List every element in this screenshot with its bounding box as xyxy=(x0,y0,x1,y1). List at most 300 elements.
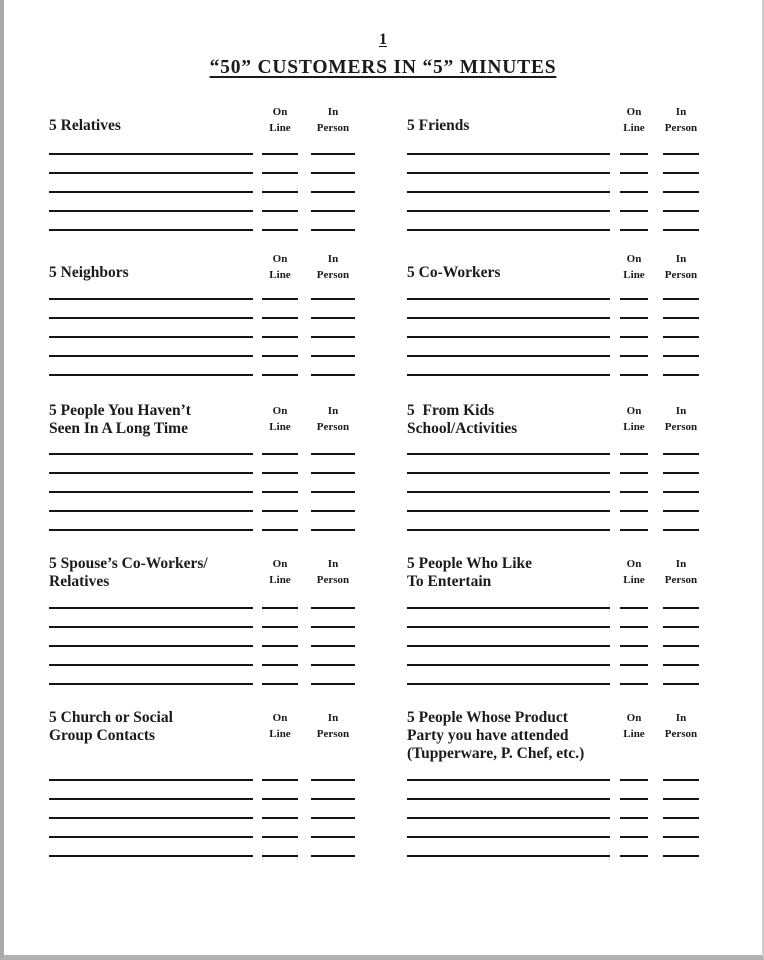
section-header xyxy=(407,103,704,136)
blank-entry-row xyxy=(407,819,704,838)
in-person-check-blank xyxy=(311,191,355,193)
in-person-column-header xyxy=(307,555,359,591)
in-person-check-blank xyxy=(311,355,355,357)
name-blank-line xyxy=(407,510,610,512)
in-person-check-blank xyxy=(663,317,699,319)
in-person-header-line1: In xyxy=(327,712,339,724)
in-person-check-blank xyxy=(663,855,699,857)
online-header-line1: On xyxy=(272,106,288,118)
in-person-header-line2: Person xyxy=(664,574,698,586)
section-header xyxy=(407,250,704,281)
online-check-blank xyxy=(620,374,648,376)
section-title-line: 5 Neighbors xyxy=(49,264,129,281)
name-blank-line xyxy=(407,798,610,800)
blank-entry-row xyxy=(407,493,704,512)
section-blank-lines xyxy=(407,281,704,376)
section-title xyxy=(407,555,610,591)
section-row-3 xyxy=(4,402,762,531)
in-person-check-blank xyxy=(311,453,355,455)
blank-entry-row xyxy=(49,338,359,357)
section-co-workers xyxy=(407,250,704,376)
blank-entry-row xyxy=(407,319,704,338)
name-blank-line xyxy=(49,817,253,819)
blank-entry-row xyxy=(407,666,704,685)
in-person-check-blank xyxy=(663,453,699,455)
in-person-header-line2: Person xyxy=(316,728,350,740)
in-person-check-blank xyxy=(311,683,355,685)
in-person-check-blank xyxy=(311,664,355,666)
name-blank-line xyxy=(49,664,253,666)
online-check-blank xyxy=(262,607,298,609)
section-blank-lines xyxy=(49,436,359,531)
online-check-blank xyxy=(262,529,298,531)
blank-entry-row xyxy=(407,590,704,609)
online-header-line1: On xyxy=(626,712,642,724)
in-person-header-line1: In xyxy=(327,558,339,570)
name-blank-line xyxy=(49,191,253,193)
online-check-blank xyxy=(620,645,648,647)
in-person-header-line1: In xyxy=(327,405,339,417)
blank-entry-row xyxy=(49,512,359,531)
section-title-line: 5 People Who Like xyxy=(407,555,533,572)
sections-container xyxy=(4,103,762,857)
online-check-blank xyxy=(262,453,298,455)
in-person-column-header xyxy=(307,250,359,283)
name-blank-line xyxy=(49,374,253,376)
online-check-blank xyxy=(262,798,298,800)
name-blank-line xyxy=(407,229,610,231)
in-person-check-blank xyxy=(663,798,699,800)
in-person-check-blank xyxy=(311,491,355,493)
blank-entry-row xyxy=(407,628,704,647)
online-header-line1: On xyxy=(272,405,288,417)
section-header xyxy=(407,555,704,590)
in-person-check-blank xyxy=(311,153,355,155)
online-check-blank xyxy=(262,664,298,666)
online-header-line2: Line xyxy=(269,421,291,433)
online-check-blank xyxy=(262,336,298,338)
name-blank-line xyxy=(49,836,253,838)
online-check-blank xyxy=(262,355,298,357)
online-check-blank xyxy=(620,817,648,819)
in-person-check-blank xyxy=(663,336,699,338)
section-relatives xyxy=(49,103,359,231)
in-person-header-line2: Person xyxy=(316,574,350,586)
in-person-check-blank xyxy=(311,645,355,647)
online-header-line2: Line xyxy=(623,574,645,586)
in-person-check-blank xyxy=(663,229,699,231)
online-header-line1: On xyxy=(272,558,288,570)
in-person-check-blank xyxy=(311,817,355,819)
in-person-header-line2: Person xyxy=(664,269,698,281)
online-check-blank xyxy=(620,626,648,628)
in-person-check-blank xyxy=(663,172,699,174)
blank-entry-row xyxy=(49,647,359,666)
blank-entry-row xyxy=(49,590,359,609)
online-column-header xyxy=(258,103,302,136)
in-person-header-line2: Person xyxy=(316,269,350,281)
blank-entry-row xyxy=(407,838,704,857)
in-person-check-blank xyxy=(663,779,699,781)
name-blank-line xyxy=(407,355,610,357)
name-blank-line xyxy=(49,355,253,357)
name-blank-line xyxy=(49,491,253,493)
online-check-blank xyxy=(620,355,648,357)
name-blank-line xyxy=(407,298,610,300)
in-person-header-line2: Person xyxy=(664,122,698,134)
online-check-blank xyxy=(262,374,298,376)
blank-entry-row xyxy=(407,762,704,781)
blank-entry-row xyxy=(407,155,704,174)
in-person-check-blank xyxy=(311,836,355,838)
blank-entry-row xyxy=(49,212,359,231)
name-blank-line xyxy=(49,607,253,609)
in-person-check-blank xyxy=(311,798,355,800)
page-number: 1 xyxy=(379,31,387,48)
section-product-party-attended xyxy=(407,709,704,857)
section-neighbors xyxy=(49,250,359,376)
name-blank-line xyxy=(407,336,610,338)
in-person-column-header xyxy=(658,103,704,136)
section-title-line: 5 From Kids xyxy=(407,402,495,419)
online-check-blank xyxy=(262,191,298,193)
online-check-blank xyxy=(262,817,298,819)
online-column-header xyxy=(615,709,653,763)
name-blank-line xyxy=(49,210,253,212)
online-check-blank xyxy=(262,510,298,512)
blank-entry-row xyxy=(407,647,704,666)
blank-entry-row xyxy=(49,455,359,474)
blank-entry-row xyxy=(407,212,704,231)
blank-entry-row xyxy=(407,300,704,319)
in-person-check-blank xyxy=(663,529,699,531)
online-check-blank xyxy=(262,172,298,174)
section-title-line: 5 Church or Social xyxy=(49,709,173,726)
online-check-blank xyxy=(262,683,298,685)
name-blank-line xyxy=(407,491,610,493)
section-blank-lines xyxy=(407,436,704,531)
blank-entry-row xyxy=(49,436,359,455)
online-check-blank xyxy=(262,472,298,474)
online-check-blank xyxy=(262,153,298,155)
name-blank-line xyxy=(407,779,610,781)
section-blank-lines xyxy=(407,762,704,857)
online-column-header xyxy=(615,103,653,136)
section-row-4 xyxy=(4,555,762,685)
name-blank-line xyxy=(49,298,253,300)
name-blank-line xyxy=(407,817,610,819)
online-check-blank xyxy=(620,172,648,174)
online-header-line2: Line xyxy=(623,728,645,740)
blank-entry-row xyxy=(49,609,359,628)
name-blank-line xyxy=(407,664,610,666)
name-blank-line xyxy=(407,374,610,376)
name-blank-line xyxy=(407,607,610,609)
blank-entry-row xyxy=(49,666,359,685)
online-check-blank xyxy=(620,153,648,155)
in-person-check-blank xyxy=(663,510,699,512)
online-check-blank xyxy=(620,317,648,319)
name-blank-line xyxy=(407,317,610,319)
section-title-line: 5 Spouse’s Co-Workers/ xyxy=(49,555,208,572)
in-person-check-blank xyxy=(311,336,355,338)
online-check-blank xyxy=(262,229,298,231)
in-person-check-blank xyxy=(663,472,699,474)
in-person-header-line1: In xyxy=(675,106,687,118)
name-blank-line xyxy=(407,683,610,685)
blank-entry-row xyxy=(49,319,359,338)
blank-entry-row xyxy=(49,357,359,376)
blank-entry-row xyxy=(49,800,359,819)
blank-entry-row xyxy=(407,609,704,628)
online-column-header xyxy=(258,402,302,438)
section-header xyxy=(49,250,359,281)
in-person-check-blank xyxy=(311,298,355,300)
blank-entry-row xyxy=(49,762,359,781)
in-person-check-blank xyxy=(311,626,355,628)
online-check-blank xyxy=(262,626,298,628)
online-check-blank xyxy=(620,298,648,300)
online-column-header xyxy=(615,402,653,438)
section-blank-lines xyxy=(49,590,359,685)
name-blank-line xyxy=(407,172,610,174)
online-header-line2: Line xyxy=(623,421,645,433)
online-check-blank xyxy=(620,607,648,609)
in-person-column-header xyxy=(658,250,704,283)
blank-entry-row xyxy=(49,474,359,493)
blank-entry-row xyxy=(407,136,704,155)
in-person-column-header xyxy=(658,402,704,438)
online-header-line1: On xyxy=(272,712,288,724)
online-check-blank xyxy=(262,491,298,493)
name-blank-line xyxy=(49,626,253,628)
online-check-blank xyxy=(620,491,648,493)
section-title xyxy=(49,103,253,136)
section-title-line: School/Activities xyxy=(407,420,518,437)
name-blank-line xyxy=(49,336,253,338)
section-people-who-like-to-entertain xyxy=(407,555,704,685)
online-header-line2: Line xyxy=(623,269,645,281)
in-person-check-blank xyxy=(311,172,355,174)
section-blank-lines xyxy=(49,762,359,857)
in-person-column-header xyxy=(307,402,359,438)
online-header-line2: Line xyxy=(269,122,291,134)
online-check-blank xyxy=(620,529,648,531)
online-check-blank xyxy=(262,836,298,838)
section-title-line: Group Contacts xyxy=(49,727,156,744)
in-person-check-blank xyxy=(311,317,355,319)
online-check-blank xyxy=(262,210,298,212)
name-blank-line xyxy=(407,210,610,212)
section-title-line: Relatives xyxy=(49,573,110,590)
online-check-blank xyxy=(620,210,648,212)
in-person-header-line1: In xyxy=(675,405,687,417)
name-blank-line xyxy=(49,510,253,512)
section-title xyxy=(407,709,610,763)
blank-entry-row xyxy=(49,155,359,174)
in-person-check-blank xyxy=(663,374,699,376)
section-title-line: 5 Co-Workers xyxy=(407,264,501,281)
name-blank-line xyxy=(49,683,253,685)
blank-entry-row xyxy=(49,281,359,300)
in-person-check-blank xyxy=(311,779,355,781)
in-person-check-blank xyxy=(663,191,699,193)
online-check-blank xyxy=(620,779,648,781)
section-header xyxy=(407,402,704,436)
online-check-blank xyxy=(620,836,648,838)
online-header-line1: On xyxy=(272,253,288,265)
section-header xyxy=(49,402,359,436)
online-header-line2: Line xyxy=(623,122,645,134)
section-header xyxy=(407,709,704,762)
in-person-check-blank xyxy=(663,153,699,155)
blank-entry-row xyxy=(407,357,704,376)
in-person-check-blank xyxy=(663,664,699,666)
name-blank-line xyxy=(407,855,610,857)
name-blank-line xyxy=(407,645,610,647)
section-title-line: 5 People You Haven’t xyxy=(49,402,191,419)
online-check-blank xyxy=(620,336,648,338)
in-person-check-blank xyxy=(663,817,699,819)
in-person-header-line2: Person xyxy=(664,421,698,433)
name-blank-line xyxy=(407,529,610,531)
name-blank-line xyxy=(49,779,253,781)
section-friends xyxy=(407,103,704,231)
section-title-line: 5 Relatives xyxy=(49,117,121,134)
blank-entry-row xyxy=(407,781,704,800)
name-blank-line xyxy=(49,153,253,155)
in-person-check-blank xyxy=(663,491,699,493)
online-column-header xyxy=(615,555,653,591)
section-title-line: 5 Friends xyxy=(407,117,470,134)
in-person-check-blank xyxy=(663,607,699,609)
blank-entry-row xyxy=(407,474,704,493)
section-title-line: To Entertain xyxy=(407,573,492,590)
name-blank-line xyxy=(407,626,610,628)
section-row-5 xyxy=(4,709,762,857)
section-title xyxy=(49,709,253,762)
in-person-check-blank xyxy=(311,855,355,857)
blank-entry-row xyxy=(407,338,704,357)
in-person-check-blank xyxy=(663,626,699,628)
in-person-header-line2: Person xyxy=(316,421,350,433)
in-person-header-line2: Person xyxy=(664,728,698,740)
section-title-line: (Tupperware, P. Chef, etc.) xyxy=(407,745,585,762)
online-header-line1: On xyxy=(626,253,642,265)
online-check-blank xyxy=(620,683,648,685)
page-title: “50” CUSTOMERS IN “5” MINUTES xyxy=(209,57,557,78)
in-person-header-line1: In xyxy=(675,253,687,265)
online-check-blank xyxy=(620,191,648,193)
section-title xyxy=(407,103,610,136)
section-title-line: Seen In A Long Time xyxy=(49,420,188,437)
section-from-kids-school-activities xyxy=(407,402,704,531)
in-person-column-header xyxy=(307,103,359,136)
blank-entry-row xyxy=(407,174,704,193)
in-person-column-header xyxy=(658,709,704,763)
online-check-blank xyxy=(620,510,648,512)
online-check-blank xyxy=(262,855,298,857)
name-blank-line xyxy=(49,172,253,174)
blank-entry-row xyxy=(407,512,704,531)
online-check-blank xyxy=(262,298,298,300)
online-check-blank xyxy=(262,779,298,781)
name-blank-line xyxy=(407,836,610,838)
in-person-header-line1: In xyxy=(675,558,687,570)
section-blank-lines xyxy=(49,281,359,376)
in-person-check-blank xyxy=(311,510,355,512)
name-blank-line xyxy=(49,855,253,857)
blank-entry-row xyxy=(407,436,704,455)
online-check-blank xyxy=(620,855,648,857)
section-spouses-co-workers-relatives xyxy=(49,555,359,685)
in-person-header-line1: In xyxy=(327,253,339,265)
in-person-column-header xyxy=(658,555,704,591)
blank-entry-row xyxy=(407,800,704,819)
online-column-header xyxy=(258,709,302,762)
blank-entry-row xyxy=(49,136,359,155)
in-person-check-blank xyxy=(311,472,355,474)
section-title-line: Party you have attended xyxy=(407,727,569,744)
section-blank-lines xyxy=(407,136,704,231)
name-blank-line xyxy=(49,453,253,455)
blank-entry-row xyxy=(49,300,359,319)
online-check-blank xyxy=(620,229,648,231)
blank-entry-row xyxy=(49,193,359,212)
in-person-check-blank xyxy=(663,210,699,212)
section-row-1 xyxy=(4,103,762,231)
in-person-check-blank xyxy=(311,374,355,376)
online-header-line2: Line xyxy=(269,574,291,586)
in-person-column-header xyxy=(307,709,359,762)
online-check-blank xyxy=(262,645,298,647)
name-blank-line xyxy=(49,645,253,647)
online-header-line1: On xyxy=(626,106,642,118)
name-blank-line xyxy=(49,229,253,231)
in-person-header-line1: In xyxy=(675,712,687,724)
in-person-check-blank xyxy=(663,683,699,685)
name-blank-line xyxy=(407,153,610,155)
in-person-header-line2: Person xyxy=(316,122,350,134)
in-person-check-blank xyxy=(311,529,355,531)
section-people-you-havent-seen xyxy=(49,402,359,531)
blank-entry-row xyxy=(49,781,359,800)
online-column-header xyxy=(258,250,302,283)
blank-entry-row xyxy=(407,281,704,300)
section-header xyxy=(49,555,359,590)
online-check-blank xyxy=(620,453,648,455)
section-blank-lines xyxy=(49,136,359,231)
name-blank-line xyxy=(407,453,610,455)
online-header-line1: On xyxy=(626,405,642,417)
online-check-blank xyxy=(262,317,298,319)
online-header-line1: On xyxy=(626,558,642,570)
in-person-check-blank xyxy=(311,229,355,231)
online-check-blank xyxy=(620,798,648,800)
blank-entry-row xyxy=(407,455,704,474)
in-person-check-blank xyxy=(663,645,699,647)
blank-entry-row xyxy=(49,628,359,647)
name-blank-line xyxy=(49,798,253,800)
section-title xyxy=(49,555,253,591)
online-header-line2: Line xyxy=(269,269,291,281)
section-row-2 xyxy=(4,250,762,376)
name-blank-line xyxy=(407,472,610,474)
section-header xyxy=(49,709,359,762)
name-blank-line xyxy=(407,191,610,193)
in-person-check-blank xyxy=(663,355,699,357)
section-title xyxy=(49,250,253,283)
